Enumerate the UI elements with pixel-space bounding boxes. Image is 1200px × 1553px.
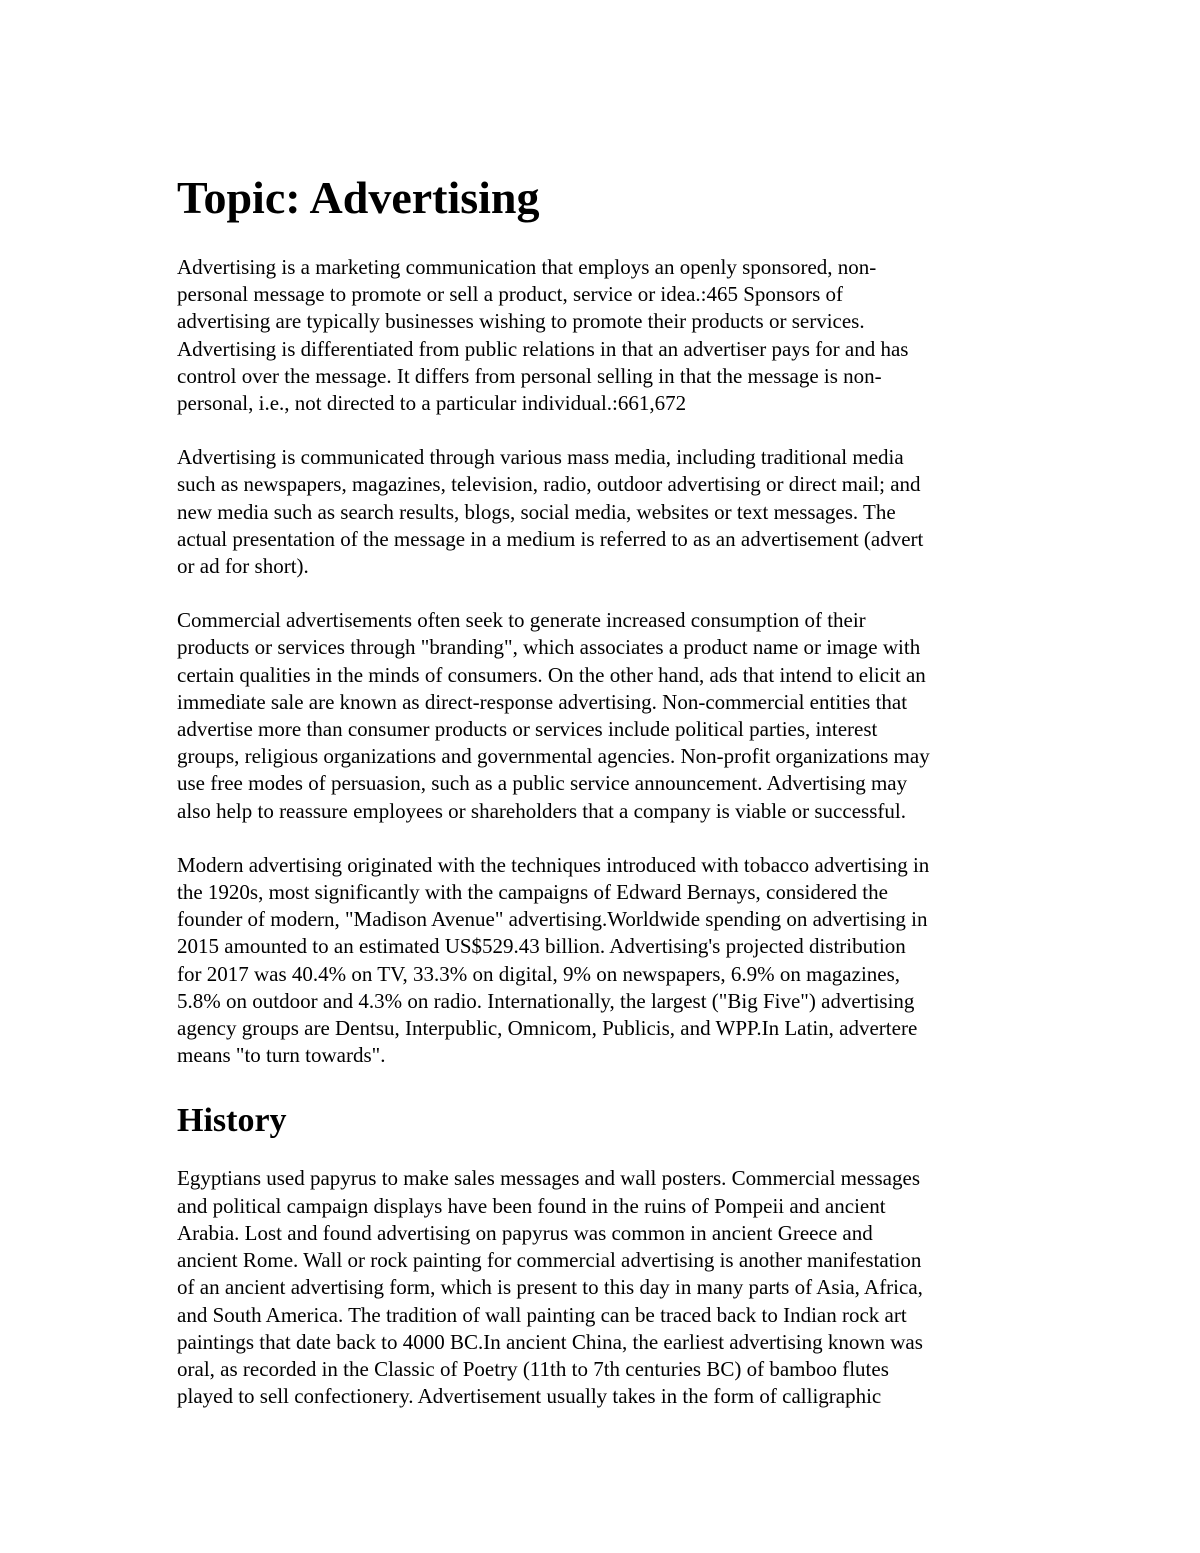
text-line: use free modes of persuasion, such as a public service announcement. Advertising may xyxy=(177,771,908,796)
text-line: played to sell confectionery. Advertisement usually takes in the form of calligraphic xyxy=(177,1384,882,1409)
text-line: new media such as search results, blogs, social media, websites or text messages. The xyxy=(177,499,896,524)
text-line: also help to reassure employees or shareholders that a company is viable or successful. xyxy=(177,798,906,823)
text-line: 5.8% on outdoor and 4.3% on radio. Internationally, the largest ("Big Five") advertising xyxy=(177,988,915,1013)
text-line: and political campaign displays have been found in the ruins of Pompeii and ancient xyxy=(177,1193,886,1218)
text-line: oral, as recorded in the Classic of Poetry (11th to 7th centuries BC) of bamboo flutes xyxy=(177,1356,889,1381)
text-line: or ad for short). xyxy=(177,554,309,579)
text-line: personal message to promote or sell a product, service or idea.:465 Sponsors of xyxy=(177,282,844,307)
text-line: Modern advertising originated with the techniques introduced with tobacco advertising in xyxy=(177,852,930,877)
section-heading: History xyxy=(177,1102,287,1140)
text-line: actual presentation of the message in a medium is referred to as an advertisement (advert xyxy=(177,526,924,551)
text-line: for 2017 was 40.4% on TV, 33.3% on digital, 9% on newspapers, 6.9% on magazines, xyxy=(177,961,901,986)
text-line: products or services through "branding", which associates a product name or image with xyxy=(177,635,921,660)
paragraph xyxy=(177,852,1037,1070)
paragraph xyxy=(177,254,1037,417)
paragraph xyxy=(177,607,1037,825)
paragraph xyxy=(177,1165,1037,1410)
text-line: groups, religious organizations and governmental agencies. Non-profit organizations may xyxy=(177,744,930,769)
text-line: advertising are typically businesses wishing to promote their products or services. xyxy=(177,309,865,334)
text-line: of an ancient advertising form, which is present to this day in many parts of Asia, Africa, xyxy=(177,1275,923,1300)
text-line: control over the message. It differs from personal selling in that the message is non- xyxy=(177,363,882,388)
document-page xyxy=(177,168,1037,1437)
text-line: certain qualities in the minds of consumers. On the other hand, ads that intend to elicit an xyxy=(177,662,926,687)
text-line: such as newspapers, magazines, television, radio, outdoor advertising or direct mail; and xyxy=(177,472,921,497)
text-line: advertise more than consumer products or services include political parties, interest xyxy=(177,717,878,742)
text-line: the 1920s, most significantly with the campaigns of Edward Bernays, considered the xyxy=(177,880,888,905)
text-line: Advertising is communicated through various mass media, including traditional media xyxy=(177,445,904,470)
text-line: agency groups are Dentsu, Interpublic, Omnicom, Publicis, and WPP.In Latin, advertere xyxy=(177,1016,918,1041)
text-line: Commercial advertisements often seek to generate increased consumption of their xyxy=(177,608,866,633)
text-line: 2015 amounted to an estimated US$529.43 billion. Advertising's projected distribution xyxy=(177,934,906,959)
text-line: and South America. The tradition of wall painting can be traced back to Indian rock art xyxy=(177,1302,907,1327)
text-line: founder of modern, "Madison Avenue" advertising.Worldwide spending on advertising in xyxy=(177,907,928,932)
paragraph xyxy=(177,444,1037,580)
text-line: immediate sale are known as direct-response advertising. Non-commercial entities that xyxy=(177,689,908,714)
intro-section xyxy=(177,254,1037,1069)
text-line: Advertising is a marketing communication that employs an openly sponsored, non- xyxy=(177,255,877,279)
history-section xyxy=(177,1099,1037,1410)
text-line: Advertising is differentiated from public relations in that an advertiser pays for and has xyxy=(177,336,909,361)
text-line: Egyptians used papyrus to make sales messages and wall posters. Commercial messages xyxy=(177,1166,920,1191)
text-line: ancient Rome. Wall or rock painting for commercial advertising is another manifestation xyxy=(177,1248,922,1273)
text-line: means "to turn towards". xyxy=(177,1043,386,1068)
text-line: Arabia. Lost and found advertising on papyrus was common in ancient Greece and xyxy=(177,1220,873,1245)
document-title: Topic: Advertising xyxy=(177,172,540,223)
text-line: personal, i.e., not directed to a particular individual.:661,672 xyxy=(177,391,687,416)
text-line: paintings that date back to 4000 BC.In ancient China, the earliest advertising known was xyxy=(177,1329,923,1354)
